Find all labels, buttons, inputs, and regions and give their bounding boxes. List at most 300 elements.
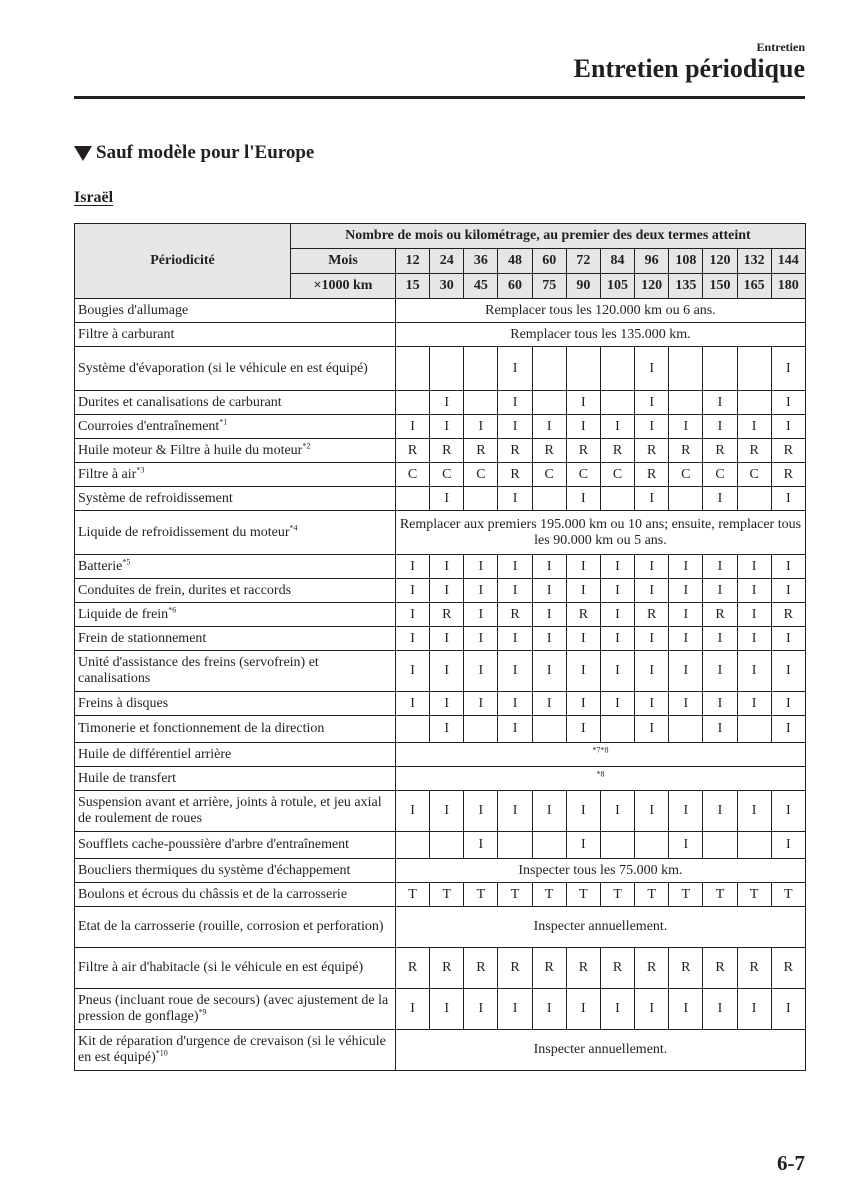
header-section: Entretien <box>756 40 805 54</box>
row-label <box>75 439 396 463</box>
row-label <box>75 883 396 907</box>
schedule-cell <box>396 391 430 415</box>
schedule-cell: I <box>703 415 737 439</box>
row-label-text: Timonerie et fonctionnement de la direction <box>78 721 325 736</box>
table-row <box>75 603 806 627</box>
footnote-ref: *6 <box>168 604 177 614</box>
schedule-span-text: Remplacer tous les 135.000 km. <box>396 323 806 347</box>
km-header-cell: 105 <box>600 274 634 299</box>
schedule-cell: C <box>532 463 566 487</box>
schedule-cell: I <box>532 627 566 651</box>
schedule-cell: I <box>771 487 805 511</box>
table-header-row <box>75 224 806 249</box>
schedule-cell: I <box>396 692 430 716</box>
row-label <box>75 415 396 439</box>
schedule-cell <box>600 716 634 743</box>
schedule-cell <box>566 347 600 391</box>
km-header-cell: 45 <box>464 274 498 299</box>
schedule-cell: I <box>498 627 532 651</box>
row-label <box>75 692 396 716</box>
footnote-ref: *2 <box>302 440 311 450</box>
row-label <box>75 347 396 391</box>
schedule-cell: I <box>737 579 771 603</box>
schedule-cell: I <box>635 989 669 1030</box>
schedule-cell: I <box>703 989 737 1030</box>
row-label <box>75 948 396 989</box>
schedule-cell <box>737 487 771 511</box>
schedule-cell: I <box>635 579 669 603</box>
schedule-cell: R <box>566 603 600 627</box>
schedule-cell: R <box>737 948 771 989</box>
schedule-cell: I <box>430 651 464 692</box>
schedule-cell: R <box>396 439 430 463</box>
row-label <box>75 767 396 791</box>
schedule-cell: I <box>430 391 464 415</box>
schedule-cell: I <box>600 651 634 692</box>
row-label-text: Liquide de frein <box>78 606 169 622</box>
schedule-cell: I <box>532 989 566 1030</box>
schedule-cell: I <box>771 692 805 716</box>
row-label <box>75 555 396 579</box>
schedule-cell: C <box>566 463 600 487</box>
schedule-footnote <box>396 743 806 767</box>
schedule-cell: I <box>532 555 566 579</box>
schedule-cell: I <box>396 555 430 579</box>
schedule-cell <box>464 716 498 743</box>
row-label-text: Huile de différentiel arrière <box>78 746 232 762</box>
schedule-cell: I <box>669 579 703 603</box>
page-number: 6-7 <box>777 1151 805 1175</box>
schedule-cell: R <box>669 439 703 463</box>
month-header-cell: 132 <box>737 249 771 274</box>
schedule-span-text: Remplacer aux premiers 195.000 km ou 10 ans; ensuite, remplacer tous les 90.000 km ou 5 ans. <box>396 511 806 555</box>
schedule-cell: I <box>703 579 737 603</box>
maintenance-table <box>74 223 806 1071</box>
schedule-cell: I <box>532 603 566 627</box>
schedule-cell: I <box>703 555 737 579</box>
schedule-cell: I <box>396 627 430 651</box>
table-row <box>75 832 806 859</box>
km-label: ×1000 km <box>291 274 396 299</box>
schedule-cell: R <box>600 948 634 989</box>
schedule-cell: I <box>771 579 805 603</box>
schedule-cell: I <box>600 791 634 832</box>
section-title-text: Sauf modèle pour l'Europe <box>96 142 315 163</box>
schedule-cell: R <box>430 948 464 989</box>
schedule-cell: I <box>635 347 669 391</box>
schedule-cell: T <box>703 883 737 907</box>
schedule-cell <box>430 347 464 391</box>
schedule-cell: I <box>498 651 532 692</box>
schedule-cell: I <box>635 651 669 692</box>
schedule-cell: I <box>703 487 737 511</box>
schedule-cell <box>430 832 464 859</box>
schedule-cell: T <box>771 883 805 907</box>
header-divider <box>74 96 805 99</box>
schedule-cell: I <box>566 716 600 743</box>
schedule-cell: I <box>464 692 498 716</box>
schedule-cell: I <box>771 347 805 391</box>
table-row <box>75 555 806 579</box>
triangle-down-icon <box>74 146 92 161</box>
schedule-cell <box>600 391 634 415</box>
schedule-cell: C <box>600 463 634 487</box>
km-header-cell: 90 <box>566 274 600 299</box>
schedule-cell <box>737 347 771 391</box>
schedule-cell: R <box>771 439 805 463</box>
schedule-cell: I <box>430 692 464 716</box>
schedule-cell: I <box>566 791 600 832</box>
schedule-cell: I <box>771 832 805 859</box>
schedule-cell: I <box>464 555 498 579</box>
month-header-cell: 24 <box>430 249 464 274</box>
schedule-cell <box>737 391 771 415</box>
schedule-cell <box>464 391 498 415</box>
schedule-cell: I <box>498 716 532 743</box>
schedule-cell: I <box>464 989 498 1030</box>
schedule-cell <box>396 832 430 859</box>
schedule-cell: T <box>430 883 464 907</box>
schedule-cell: I <box>669 692 703 716</box>
schedule-cell: I <box>771 989 805 1030</box>
row-label-text: Kit de réparation d'urgence de crevaison (si le véhicule en est équipé) <box>78 1034 386 1065</box>
schedule-cell: R <box>771 463 805 487</box>
schedule-cell: I <box>464 603 498 627</box>
schedule-cell: I <box>635 415 669 439</box>
schedule-cell: I <box>669 651 703 692</box>
months-label: Mois <box>291 249 396 274</box>
schedule-cell: R <box>635 603 669 627</box>
schedule-cell: I <box>737 692 771 716</box>
schedule-cell <box>498 832 532 859</box>
schedule-cell: R <box>498 603 532 627</box>
row-label-text: Pneus (incluant roue de secours) (avec ajustement de la pression de gonflage) <box>78 993 389 1024</box>
schedule-cell: I <box>737 415 771 439</box>
row-label-text: Suspension avant et arrière, joints à rotule, et jeu axial de roulement de roues <box>78 795 382 826</box>
schedule-cell <box>737 832 771 859</box>
schedule-cell: R <box>430 603 464 627</box>
footnote-ref: *3 <box>136 464 145 474</box>
row-label <box>75 907 396 948</box>
table-row <box>75 883 806 907</box>
row-label <box>75 487 396 511</box>
schedule-cell: I <box>430 579 464 603</box>
schedule-cell: I <box>635 716 669 743</box>
schedule-cell: T <box>669 883 703 907</box>
table-row <box>75 651 806 692</box>
schedule-cell: R <box>532 948 566 989</box>
schedule-cell: I <box>635 692 669 716</box>
km-header-cell: 180 <box>771 274 805 299</box>
schedule-cell <box>669 487 703 511</box>
schedule-cell: I <box>566 651 600 692</box>
row-label <box>75 716 396 743</box>
footnote-ref: *4 <box>289 522 298 532</box>
schedule-cell: T <box>498 883 532 907</box>
table-row <box>75 299 806 323</box>
schedule-cell: I <box>771 391 805 415</box>
schedule-cell: T <box>396 883 430 907</box>
schedule-cell: R <box>600 439 634 463</box>
schedule-cell: I <box>737 989 771 1030</box>
row-label <box>75 791 396 832</box>
schedule-cell: I <box>396 989 430 1030</box>
row-label-text: Conduites de frein, durites et raccords <box>78 582 292 598</box>
schedule-cell: T <box>600 883 634 907</box>
schedule-cell: I <box>669 555 703 579</box>
schedule-cell: R <box>635 439 669 463</box>
schedule-cell: I <box>532 651 566 692</box>
schedule-cell: I <box>430 716 464 743</box>
schedule-cell: R <box>498 439 532 463</box>
schedule-cell <box>532 716 566 743</box>
schedule-cell: I <box>737 651 771 692</box>
schedule-cell: I <box>464 651 498 692</box>
schedule-cell: I <box>532 579 566 603</box>
row-label-text: Etat de la carrosserie (rouille, corrosion et perforation) <box>78 919 384 934</box>
month-header-cell: 144 <box>771 249 805 274</box>
row-label-text: Courroies d'entraînement <box>78 418 220 434</box>
schedule-cell: I <box>771 415 805 439</box>
schedule-cell: I <box>566 989 600 1030</box>
schedule-cell: I <box>464 791 498 832</box>
table-row <box>75 989 806 1030</box>
schedule-cell: I <box>396 603 430 627</box>
row-label-text: Unité d'assistance des freins (servofrein) et canalisations <box>78 655 319 686</box>
schedule-cell: I <box>600 603 634 627</box>
row-label <box>75 627 396 651</box>
schedule-cell: I <box>703 791 737 832</box>
schedule-cell: I <box>600 415 634 439</box>
table-row <box>75 463 806 487</box>
row-label <box>75 989 396 1030</box>
table-row <box>75 415 806 439</box>
month-header-cell: 96 <box>635 249 669 274</box>
km-header-cell: 75 <box>532 274 566 299</box>
schedule-cell: R <box>737 439 771 463</box>
schedule-cell: I <box>566 391 600 415</box>
schedule-cell: I <box>498 791 532 832</box>
schedule-cell: I <box>532 692 566 716</box>
schedule-cell: I <box>669 627 703 651</box>
schedule-cell: I <box>635 391 669 415</box>
schedule-cell: I <box>430 555 464 579</box>
table-row <box>75 743 806 767</box>
schedule-cell <box>703 832 737 859</box>
schedule-cell: R <box>635 948 669 989</box>
schedule-cell: I <box>498 391 532 415</box>
schedule-cell: I <box>566 555 600 579</box>
schedule-cell: I <box>566 692 600 716</box>
schedule-cell: I <box>737 555 771 579</box>
schedule-cell: I <box>600 579 634 603</box>
schedule-cell: I <box>635 627 669 651</box>
row-label-text: Bougies d'allumage <box>78 302 189 318</box>
schedule-cell: I <box>703 651 737 692</box>
schedule-cell: I <box>635 555 669 579</box>
schedule-cell: I <box>600 555 634 579</box>
km-header-cell: 150 <box>703 274 737 299</box>
schedule-cell: I <box>464 627 498 651</box>
schedule-cell: R <box>464 948 498 989</box>
schedule-cell: I <box>771 716 805 743</box>
month-header-cell: 120 <box>703 249 737 274</box>
row-label-text: Liquide de refroidissement du moteur <box>78 524 290 540</box>
schedule-cell: I <box>771 555 805 579</box>
footnote-ref: *1 <box>219 416 228 426</box>
schedule-cell: I <box>430 415 464 439</box>
row-label-text: Soufflets cache-poussière d'arbre d'entraînement <box>78 837 350 852</box>
schedule-cell: R <box>566 439 600 463</box>
schedule-cell: C <box>464 463 498 487</box>
month-header-cell: 48 <box>498 249 532 274</box>
row-label <box>75 859 396 883</box>
schedule-cell: I <box>498 692 532 716</box>
schedule-cell <box>703 347 737 391</box>
schedule-cell <box>532 391 566 415</box>
schedule-cell: I <box>566 487 600 511</box>
schedule-cell: I <box>566 832 600 859</box>
schedule-cell <box>600 487 634 511</box>
row-label <box>75 299 396 323</box>
schedule-cell <box>600 347 634 391</box>
table-row <box>75 1030 806 1071</box>
table-row <box>75 907 806 948</box>
schedule-cell: I <box>396 415 430 439</box>
schedule-cell: I <box>396 791 430 832</box>
schedule-cell: R <box>498 463 532 487</box>
table-row <box>75 948 806 989</box>
km-header-cell: 30 <box>430 274 464 299</box>
schedule-cell <box>669 391 703 415</box>
table-row <box>75 859 806 883</box>
page-title: Entretien périodique <box>573 54 805 83</box>
table-row <box>75 716 806 743</box>
schedule-cell: R <box>464 439 498 463</box>
schedule-footnote <box>396 767 806 791</box>
schedule-cell: I <box>771 791 805 832</box>
schedule-cell: R <box>703 603 737 627</box>
footnote-ref: *10 <box>155 1048 168 1058</box>
schedule-cell: I <box>532 415 566 439</box>
schedule-cell: T <box>737 883 771 907</box>
month-header-cell: 12 <box>396 249 430 274</box>
schedule-span-text: Remplacer tous les 120.000 km ou 6 ans. <box>396 299 806 323</box>
month-header-cell: 108 <box>669 249 703 274</box>
row-label-text: Filtre à carburant <box>78 326 175 342</box>
schedule-cell: T <box>635 883 669 907</box>
row-label <box>75 323 396 347</box>
schedule-cell: I <box>430 487 464 511</box>
schedule-cell: I <box>464 415 498 439</box>
table-row <box>75 439 806 463</box>
schedule-cell: I <box>498 579 532 603</box>
schedule-cell <box>532 832 566 859</box>
km-header-cell: 165 <box>737 274 771 299</box>
schedule-cell: I <box>669 832 703 859</box>
schedule-cell: R <box>669 948 703 989</box>
row-label <box>75 832 396 859</box>
schedule-cell: I <box>498 487 532 511</box>
table-row <box>75 692 806 716</box>
schedule-cell: I <box>498 555 532 579</box>
table-row <box>75 767 806 791</box>
schedule-cell: I <box>771 651 805 692</box>
schedule-cell <box>464 487 498 511</box>
km-header-cell: 135 <box>669 274 703 299</box>
schedule-cell: R <box>703 439 737 463</box>
row-label-text: Durites et canalisations de carburant <box>78 394 282 410</box>
schedule-cell: T <box>464 883 498 907</box>
schedule-cell: T <box>566 883 600 907</box>
row-label-text: Batterie <box>78 558 123 574</box>
row-label-text: Système de refroidissement <box>78 490 233 506</box>
row-label-text: Boucliers thermiques du système d'échappement <box>78 862 351 878</box>
schedule-span-text: Inspecter annuellement. <box>396 907 806 948</box>
month-header-cell: 72 <box>566 249 600 274</box>
schedule-cell: R <box>703 948 737 989</box>
periodicity-header: Périodicité <box>75 224 291 299</box>
schedule-cell <box>532 487 566 511</box>
schedule-cell: C <box>396 463 430 487</box>
row-label-text: Huile de transfert <box>78 770 176 786</box>
schedule-cell: I <box>737 603 771 627</box>
table-row <box>75 487 806 511</box>
schedule-cell: I <box>430 627 464 651</box>
schedule-cell: I <box>771 627 805 651</box>
row-label-text: Système d'évaporation (si le véhicule en est équipé) <box>78 360 368 376</box>
schedule-cell: C <box>669 463 703 487</box>
km-header-cell: 120 <box>635 274 669 299</box>
row-label-text: Freins à disques <box>78 695 169 711</box>
schedule-cell: I <box>430 791 464 832</box>
schedule-cell: I <box>498 347 532 391</box>
schedule-cell: I <box>430 989 464 1030</box>
schedule-cell <box>396 716 430 743</box>
schedule-cell: I <box>669 791 703 832</box>
schedule-cell <box>532 347 566 391</box>
row-label-text: Boulons et écrous du châssis et de la carrosserie <box>78 886 348 902</box>
table-row <box>75 323 806 347</box>
month-header-cell: 60 <box>532 249 566 274</box>
table-row <box>75 347 806 391</box>
row-label <box>75 603 396 627</box>
schedule-cell: R <box>771 948 805 989</box>
schedule-cell: I <box>703 692 737 716</box>
schedule-cell: I <box>635 487 669 511</box>
schedule-cell <box>600 832 634 859</box>
row-label <box>75 579 396 603</box>
schedule-cell: I <box>532 791 566 832</box>
km-header-cell: 15 <box>396 274 430 299</box>
km-header-cell: 60 <box>498 274 532 299</box>
row-label-text: Frein de stationnement <box>78 630 207 646</box>
schedule-cell: R <box>566 948 600 989</box>
schedule-cell: C <box>703 463 737 487</box>
schedule-cell: I <box>566 627 600 651</box>
schedule-cell: R <box>532 439 566 463</box>
schedule-cell: R <box>498 948 532 989</box>
schedule-cell <box>396 487 430 511</box>
schedule-cell: I <box>566 579 600 603</box>
schedule-cell: I <box>703 391 737 415</box>
schedule-cell: R <box>635 463 669 487</box>
row-label-text: Huile moteur & Filtre à huile du moteur <box>78 442 303 458</box>
footnote-ref: *8 <box>596 768 605 778</box>
subsection-title: Israël <box>74 189 114 206</box>
schedule-cell: I <box>396 579 430 603</box>
schedule-cell: I <box>498 415 532 439</box>
